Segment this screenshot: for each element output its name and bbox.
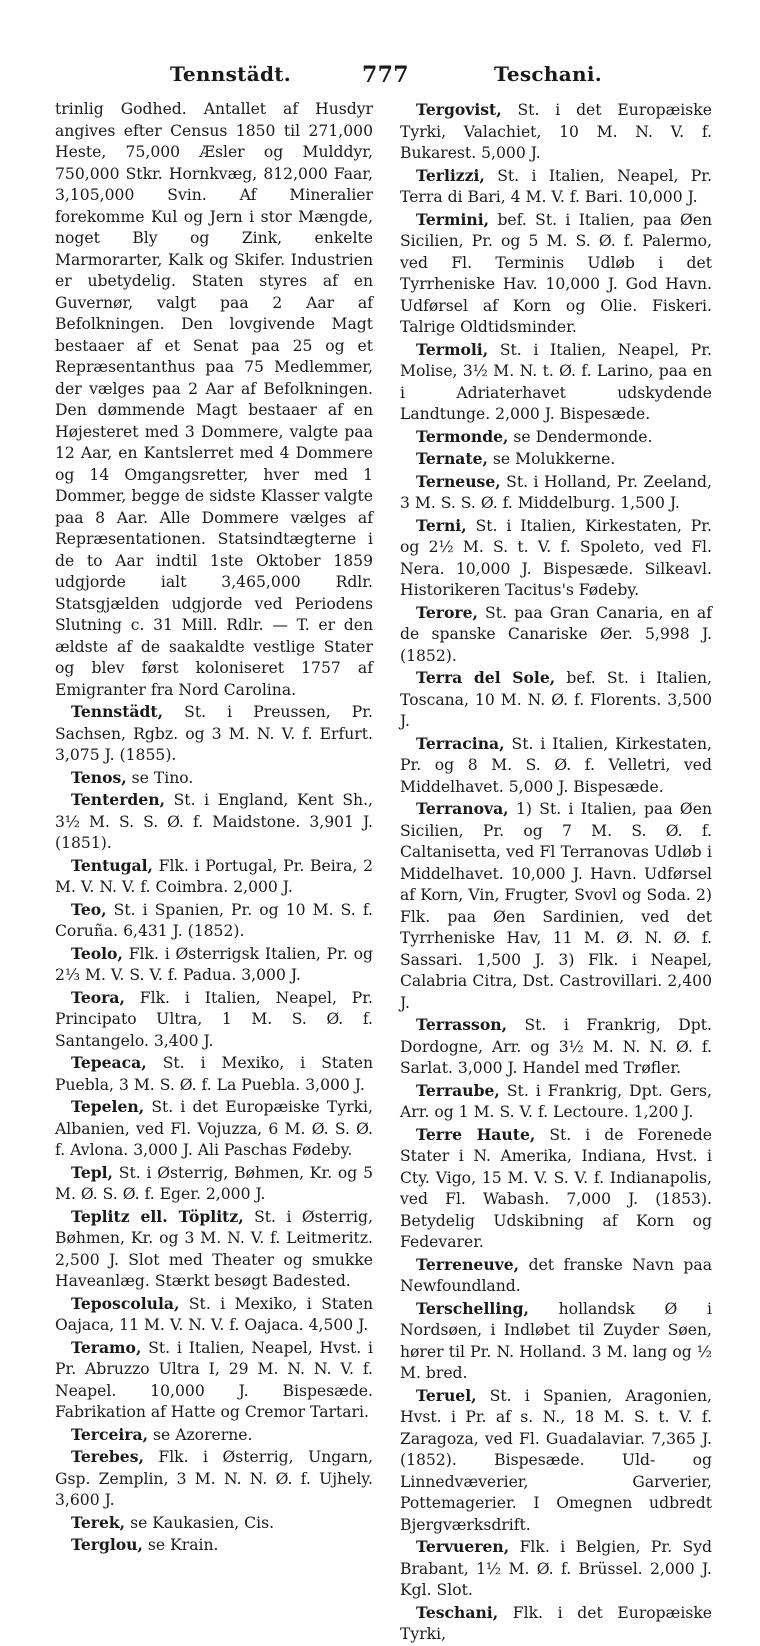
entry-headword: Tervueren, [416, 1537, 510, 1556]
entry-text: St. i Frankrig, Dpt. Gers, Arr. og 1 M. S. V. f. Lectoure. 1,200 J. [400, 1081, 712, 1121]
entry-headword: Terre Haute, [416, 1124, 536, 1144]
entry-text: St. i Frankrig, Dpt. Dordogne, Arr. og 3½ M. N. N. Ø. f. Sarlat. 3,000 J. Handel med Trøfler. [400, 1016, 712, 1077]
entry-text: det franske Navn paa Newfoundland. [400, 1255, 712, 1295]
entry-headword: Terceira, [71, 1424, 149, 1444]
entry-text: St. i Østerrig, Bøhmen, Kr. og 5 M. Ø. S. Ø. f. Eger. 2,000 J. [55, 1163, 373, 1203]
entry-headword: Terrasson, [416, 1015, 507, 1034]
entry-headword: Tentugal, [71, 855, 153, 875]
dictionary-entry [400, 1602, 712, 1646]
entry-text: St. i Østerrig, Bøhmen, Kr. og 3 M. N. V. f. Leitmeritz. 2,500 J. Slot med Theater og smukke Haveanlæg. Stærkt besøgt Badested. [55, 1207, 373, 1290]
entry-headword: Termini, [416, 209, 490, 229]
entry-headword: Termonde, [416, 426, 509, 446]
entry-text: St. i Italien, Neapel, Pr. Terra di Bari, 4 M. V. f. Bari. 10,000 J. [400, 166, 712, 206]
entry-headword: Terni, [416, 515, 467, 535]
entry-text: St. i England, Kent Sh., 3½ M. S. S. Ø. f. Maidstone. 3,901 J. (1851). [55, 791, 373, 852]
entry-headword: Terra del Sole, [416, 668, 556, 687]
dictionary-entry [400, 1124, 712, 1254]
dictionary-entry [55, 1293, 373, 1337]
dictionary-entry [55, 1162, 373, 1206]
dictionary-entry [400, 667, 712, 733]
entry-headword: Terglou, [71, 1535, 143, 1554]
entry-text: hollandsk Ø i Nordsøen, i Indløbet til Zuyder Søen, hører til Pr. N. Holland. 3 M. lang og ½ M. bred. [400, 1299, 712, 1382]
entry-headword: Terneuse, [416, 471, 501, 491]
dictionary-entry [55, 899, 373, 943]
dictionary-entry [55, 1337, 373, 1424]
entry-text: St. i Italien, Neapel, Pr. Molise, 3½ M. N. t. Ø. f. Larino, paa en i Adriaterhavet udskydende Landtunge. 2,000 J. Bispesæde. [400, 340, 712, 423]
entry-headword: Terraube, [416, 1080, 500, 1100]
dictionary-entry [55, 767, 373, 790]
dictionary-entry [400, 1014, 712, 1080]
entry-headword: Teposcolula, [71, 1293, 180, 1313]
dictionary-entry [400, 798, 712, 1014]
entry-headword: Tepelen, [71, 1097, 145, 1116]
entry-headword: Teora, [71, 987, 125, 1007]
entry-text: bef. St. i Italien, Toscana, 10 M. N. Ø. f. Florents. 3,500 J. [400, 669, 712, 730]
entry-text: St. i Mexiko, i Staten Puebla, 3 M. S. Ø. f. La Puebla. 3,000 J. [55, 1054, 373, 1094]
entry-text: St. i Italien, Neapel, Hvst. i Pr. Abruzzo Ultra I, 29 M. N. N. V. f. Neapel. 10,000 J. Bispesæde. Fabrikation af Hatte og Cremor Tartari. [55, 1338, 373, 1421]
dictionary-entry [55, 99, 373, 701]
entry-text: Flk. i Østerrig, Ungarn, Gsp. Zemplin, 3 M. N. N. Ø. f. Ujhely. 3,600 J. [55, 1448, 373, 1509]
dictionary-entry [400, 99, 712, 165]
dictionary-entry [55, 855, 373, 899]
entry-headword: Teo, [71, 899, 107, 919]
entry-text: St. i Holland, Pr. Zeeland, 3 M. S. S. Ø. f. Middelburg. 1,500 J. [400, 472, 712, 512]
dictionary-entry [55, 1446, 373, 1512]
dictionary-entry [400, 1536, 712, 1602]
dictionary-entry [400, 165, 712, 209]
entry-headword: Teolo, [71, 943, 123, 963]
entry-headword: Terore, [416, 602, 478, 622]
dictionary-entry [400, 733, 712, 799]
dictionary-entry [400, 515, 712, 602]
entry-text: se Kaukasien, Cis. [130, 1513, 275, 1532]
entry-headword: Terracina, [416, 733, 505, 753]
entry-headword: Tepl, [71, 1162, 113, 1182]
entry-headword: Teramo, [71, 1337, 142, 1357]
entry-text: se Azorerne. [153, 1425, 253, 1444]
entry-text: Flk. i det Europæiske Tyrki, [400, 1603, 712, 1643]
entry-headword: Terranova, [416, 799, 509, 818]
dictionary-entry [400, 1385, 712, 1537]
entry-text: 1) St. i Italien, paa Øen Sicilien, Pr. og 7 M. S. Ø. f. Caltanisetta, ved Fl Terranovas Udløb i Middelhavet. 10,000 J. Havn. Udførsel af Korn, Vin, Frugter, Svovl og Soda. 2) Flk. paa Øen Sardinien, ved det Tyrrheniske Hav, 11 M. Ø. N. Ø. f. Sassari. 1,500 J. 3) Flk. i Neapel, Calabria Citra, Dst. Castrovillari. 2,400 J. [400, 800, 712, 1012]
dictionary-entry [55, 943, 373, 987]
entry-headword: Ternate, [416, 449, 488, 468]
page-number: 777 [362, 62, 409, 88]
dictionary-entry [400, 339, 712, 426]
entry-text: St. paa Gran Canaria, en af de spanske Canariske Øer. 5,998 J. (1852). [400, 603, 712, 665]
entry-text: St. i Spanien, Aragonien, Hvst. i Pr. af s. N., 18 M. S. t. V. f. Zaragoza, ved Fl. Guadalaviar. 7,365 J. (1852). Bispesæde. Uld- og Linnedvæverier, Garverier, Pottemagerier. I Omegnen udbredt Bjergværksdrift. [400, 1386, 712, 1534]
entry-text: Flk. i Østerrigsk Italien, Pr. og 2⅓ M. V. S. V. f. Padua. 3,000 J. [55, 944, 373, 984]
entry-headword: Tennstädt, [71, 702, 164, 721]
entry-text: St. i Mexiko, i Staten Oajaca, 11 M. V. N. V. f. Oajaca. 4,500 J. [55, 1294, 373, 1334]
entry-text: se Krain. [147, 1536, 219, 1554]
entry-headword: Teplitz ell. Töplitz, [71, 1206, 244, 1226]
dictionary-entry [55, 1512, 373, 1535]
dictionary-entry [55, 1052, 373, 1096]
entry-headword: Tenterden, [71, 790, 166, 809]
dictionary-entry [400, 1298, 712, 1385]
entry-text: St. i Preussen, Pr. Sachsen, Rgbz. og 3 M. N. V. f. Erfurt. 3,075 J. (1855). [55, 703, 373, 764]
entry-text: St. i det Europæiske Tyrki, Albanien, ved Fl. Vojuzza, 6 M. Ø. S. Ø. f. Avlona. 3,000 J. Ali Paschas Fødeby. [55, 1098, 373, 1159]
right-column [400, 99, 712, 1646]
dictionary-entry [55, 1096, 373, 1162]
entry-text: St. i det Europæiske Tyrki, Valachiet, 10 M. N. V. f. Bukarest. 5,000 J. [400, 101, 712, 162]
entry-text: se Dendermonde. [513, 427, 653, 446]
entry-text: Flk. i Italien, Neapel, Pr. Principato Ultra, 1 M. S. Ø. f. Santangelo. 3,400 J. [55, 988, 374, 1050]
entry-headword: Tergovist, [416, 100, 502, 119]
left-column [55, 99, 373, 1557]
page-header [62, 62, 700, 96]
entry-text: St. i de Forenede Stater i N. Amerika, Indiana, Hvst. i Cty. Vigo, 15 M. V. S. V. f. Indianapolis, ved Fl. Wabash. 7,000 J. (1853). Betydelig Udskibning af Korn og Fedevarer. [400, 1125, 712, 1251]
entry-text: se Tino. [131, 768, 194, 787]
dictionary-entry [400, 602, 712, 668]
dictionary-entry [400, 1080, 712, 1124]
entry-text: trinlig Godhed. Antallet af Husdyr angives efter Census 1850 til 271,000 Heste, 75,000 Æsler og Mulddyr, 750,000 Stkr. Hornkvæg, 812,000 Faar, 3,105,000 Svin. Af Mineralier forekomme Kul og Jern i stor Mængde, noget Bly og Zink, enkelte Marmorarter, Kalk og Skifer. Industrien er ubetydelig. Staten styres af en Guvernør, valgt paa 2 Aar af Befolkningen. Den lovgivende Magt bestaaer af et Senat paa 25 og et Repræsentanthus paa 75 Medlemmer, der vælges paa 2 Aar af Befolkningen. Den dømmende Magt bestaaer af en Højesteret med 3 Dommere, valgte paa 12 Aar, en Kantslerret med 4 Dommere og 14 Omgangsretter, hver med 1 Dommer, begge de sidste Klasser valgte paa 8 Aar. Alle Dommere vælges af Repræsentationen. Statsindtægterne i de to Aar indtil 1ste Oktober 1859 udgjorde ialt 3,465,000 Rdlr. Statsgjælden udgjorde ved Periodens Slutning c. 31 Mill. Rdlr. — T. er den ældste af de saakaldte vestlige Stater og blev først koloniseret 1757 af Emigranter fra Nord Carolina. [55, 100, 373, 699]
entry-text: St. i Italien, Kirkestaten, Pr. og 2½ M. S. t. V. f. Spoleto, ved Fl. Nera. 10,000 J. Bispesæde. Silkeavl. Historikeren Tacitus's Fødeby. [400, 516, 712, 599]
entry-text: Flk. i Portugal, Pr. Beira, 2 M. V. N. V. f. Coimbra. 2,000 J. [55, 856, 373, 896]
dictionary-entry [55, 1534, 373, 1557]
entry-text: Flk. i Belgien, Pr. Syd Brabant, 1½ M. Ø. f. Brüssel. 2,000 J. Kgl. Slot. [400, 1538, 712, 1599]
entry-text: St. i Italien, Kirkestaten, Pr. og 8 M. S. Ø. f. Velletri, ved Middelhavet. 5,000 J. Bispesæde. [400, 734, 712, 796]
entry-headword: Tenos, [71, 767, 127, 787]
dictionary-entry [400, 426, 712, 449]
dictionary-entry [400, 1254, 712, 1298]
entry-headword: Terreneuve, [416, 1254, 520, 1274]
entry-headword: Terlizzi, [416, 165, 485, 185]
entry-headword: Teruel, [416, 1385, 477, 1405]
entry-headword: Tepeaca, [71, 1053, 147, 1072]
header-left-catchword: Tennstädt. [170, 62, 292, 86]
entry-text: se Molukkerne. [492, 450, 616, 468]
dictionary-entry [55, 1424, 373, 1447]
dictionary-entry [55, 1206, 373, 1293]
dictionary-entry [400, 448, 712, 471]
dictionary-entry [55, 701, 373, 767]
entry-headword: Termoli, [416, 339, 489, 359]
dictionary-entry [400, 471, 712, 515]
dictionary-entry [55, 789, 373, 855]
entry-headword: Teschani, [416, 1602, 499, 1622]
header-right-catchword: Teschani. [493, 62, 602, 86]
dictionary-entry [400, 209, 712, 339]
dictionary-entry [55, 987, 373, 1053]
entry-text: St. i Spanien, Pr. og 10 M. S. f. Coruña. 6,431 J. (1852). [55, 900, 373, 940]
entry-headword: Terek, [71, 1512, 126, 1532]
entry-text: bef. St. i Italien, paa Øen Sicilien, Pr. og 5 M. S. Ø. f. Palermo, ved Fl. Terminis Udløb i det Tyrrheniske Hav. 10,000 J. God Havn. Udførsel af Korn og Olie. Fiskeri. Talrige Oldtidsminder. [400, 210, 712, 336]
entry-headword: Terschelling, [416, 1298, 529, 1318]
entry-headword: Terebes, [71, 1447, 144, 1466]
